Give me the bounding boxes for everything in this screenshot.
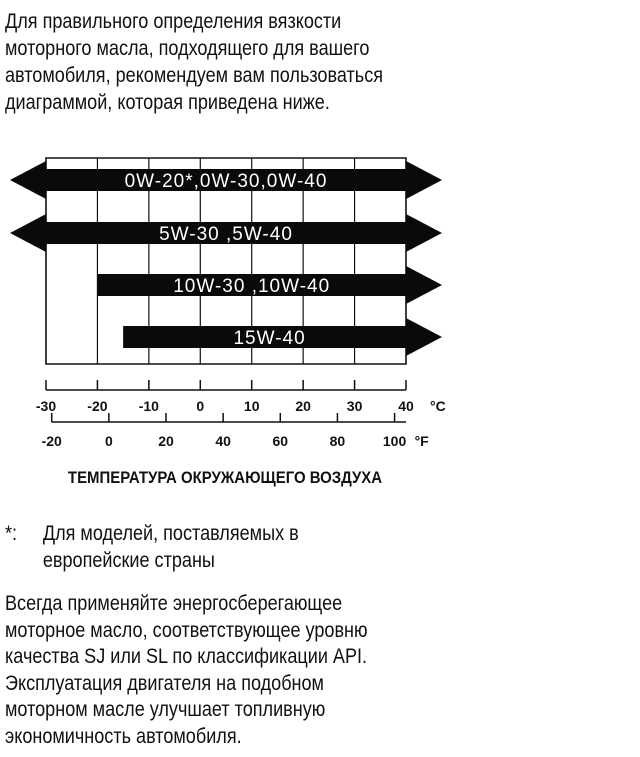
celsius-tick-label: -30 xyxy=(35,398,57,414)
x-axis-label: ТЕМПЕРАТУРА ОКРУЖАЮЩЕГО ВОЗДУХА xyxy=(67,469,383,488)
fahrenheit-tick-label: 100 xyxy=(382,433,407,449)
viscosity-grade-label: 0W-20*,0W-30,0W-40 xyxy=(124,171,328,192)
viscosity-grade-label: 5W-30 ,5W-40 xyxy=(159,224,293,245)
fahrenheit-tick-label: 20 xyxy=(158,433,174,449)
fahrenheit-tick-label: 80 xyxy=(329,433,346,449)
footnote-line: европейские страны xyxy=(42,549,215,572)
fahrenheit-tick-label: -20 xyxy=(41,433,62,449)
viscosity-chart xyxy=(0,150,460,490)
advice-text xyxy=(5,591,368,750)
footnote-mark: *: xyxy=(5,522,18,545)
footnote-line: Для моделей, поставляемых в xyxy=(42,522,299,545)
celsius-tick-label: -10 xyxy=(138,398,159,414)
intro-line: моторного масла, подходящего для вашего xyxy=(5,37,370,60)
celsius-unit-label: °C xyxy=(430,398,446,414)
intro-line: Для правильного определения вязкости xyxy=(5,10,342,33)
advice-line: качества SJ или SL по классификации API. xyxy=(5,645,368,668)
advice-line: Всегда применяйте энергосберегающее xyxy=(5,592,343,615)
celsius-tick-label: 30 xyxy=(346,398,363,414)
celsius-tick-label: 10 xyxy=(243,398,260,414)
celsius-tick-label: -20 xyxy=(87,398,108,414)
celsius-tick-label: 20 xyxy=(295,398,311,414)
fahrenheit-tick-label: 0 xyxy=(104,433,113,449)
advice-line: Эксплуатация двигателя на подобном xyxy=(5,671,324,695)
viscosity-grade-label: 15W-40 xyxy=(233,328,306,349)
fahrenheit-tick-label: 40 xyxy=(215,433,231,449)
fahrenheit-tick-label: 60 xyxy=(272,433,289,449)
intro-line: автомобиля, рекомендуем вам пользоваться xyxy=(5,64,384,87)
intro-text xyxy=(5,8,538,116)
advice-line: моторном масле улучшает топливную xyxy=(5,698,326,721)
viscosity-grade-label: 10W-30 ,10W-40 xyxy=(173,276,331,297)
celsius-tick-label: 40 xyxy=(398,398,414,414)
celsius-tick-label: 0 xyxy=(196,398,205,414)
intro-line: диаграммой, которая приведена ниже. xyxy=(5,91,330,114)
advice-line: экономичность автомобиля. xyxy=(5,724,242,748)
fahrenheit-unit-label: °F xyxy=(414,433,429,449)
advice-line: моторное масло, соответствующее уровню xyxy=(5,618,368,642)
